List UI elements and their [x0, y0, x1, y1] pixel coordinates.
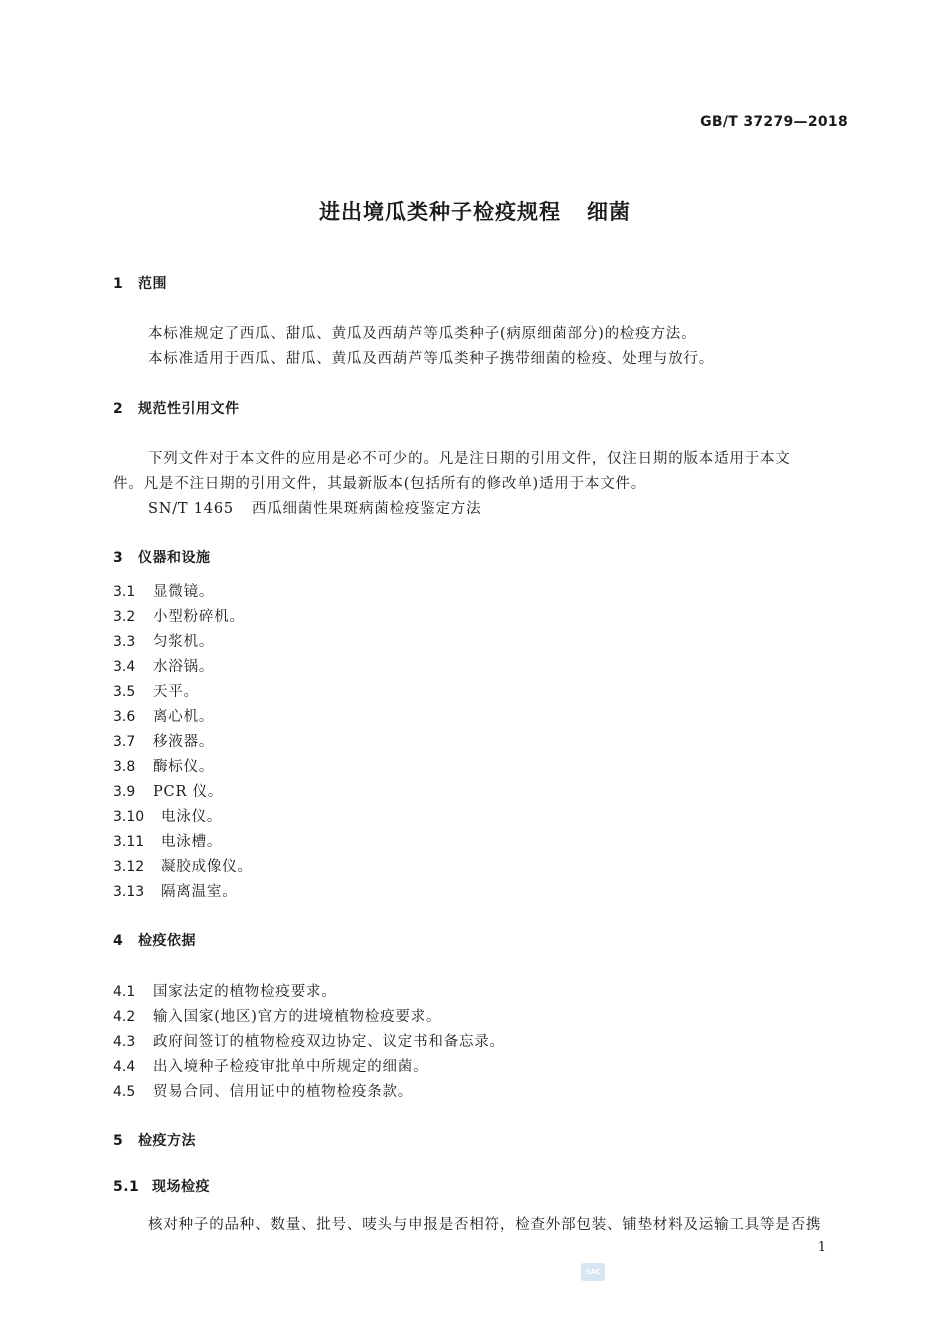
list-item: [113, 680, 199, 701]
section-heading-scope: [113, 273, 167, 293]
item-text: 匀浆机。: [153, 634, 215, 650]
item-number: 4.1: [113, 984, 136, 1000]
section-heading-basis: [113, 930, 196, 950]
scope-paragraph-1: 本标准规定了西瓜、甜瓜、黄瓜及西葫芦等瓜类种子(病原细菌部分)的检疫方法。: [148, 326, 697, 342]
list-item: [113, 580, 214, 601]
item-number: 3.11: [113, 834, 145, 850]
reference-entry: [148, 497, 481, 518]
scope-paragraph-2: 本标准适用于西瓜、甜瓜、黄瓜及西葫芦等瓜类种子携带细菌的检疫、处理与放行。: [148, 351, 715, 367]
item-number: 3.5: [113, 684, 136, 700]
item-text: 天平。: [153, 684, 199, 700]
item-text: 显微镜。: [153, 584, 215, 600]
item-text: 输入国家(地区)官方的进境植物检疫要求。: [153, 1009, 442, 1025]
item-number: 3.8: [113, 759, 136, 775]
section-heading-equipment: [113, 547, 211, 567]
list-item: [113, 655, 214, 676]
item-number: 3.4: [113, 659, 136, 675]
item-text: 电泳仪。: [161, 809, 223, 825]
item-number: 3.13: [113, 884, 145, 900]
list-item: [113, 855, 253, 876]
watermark-logo: SAC: [581, 1263, 605, 1281]
subsection-title: 现场检疫: [152, 1179, 210, 1195]
list-item: [113, 880, 238, 901]
list-item: [113, 830, 222, 851]
document-title: [0, 196, 950, 226]
item-text: 凝胶成像仪。: [161, 859, 253, 875]
list-item: [113, 1005, 441, 1026]
item-number: 4.4: [113, 1059, 136, 1075]
reference-code: SN/T 1465: [148, 501, 234, 517]
item-number: 3.12: [113, 859, 145, 875]
item-text: 出入境种子检疫审批单中所规定的细菌。: [153, 1059, 429, 1075]
reference-title: 西瓜细菌性果斑病菌检疫鉴定方法: [251, 501, 482, 517]
item-text: 移液器。: [153, 734, 215, 750]
section-title: 仪器和设施: [138, 550, 211, 566]
item-text: PCR 仪。: [153, 784, 224, 800]
list-item: [113, 730, 214, 751]
item-number: 3.3: [113, 634, 136, 650]
section-title: 检疫方法: [138, 1133, 196, 1149]
list-item: [113, 980, 337, 1001]
item-number: 3.2: [113, 609, 136, 625]
item-number: 3.9: [113, 784, 136, 800]
section-number: 1: [113, 276, 124, 292]
item-number: 4.2: [113, 1009, 136, 1025]
list-item: [113, 1055, 428, 1076]
item-number: 3.6: [113, 709, 136, 725]
section-number: 2: [113, 401, 124, 417]
section-number: 3: [113, 550, 124, 566]
list-item: [113, 630, 214, 651]
item-number: 3.10: [113, 809, 145, 825]
list-item: [113, 755, 214, 776]
section-heading-methods: [113, 1130, 196, 1150]
list-item: [113, 1080, 413, 1101]
title-main: 进出境瓜类种子检疫规程: [319, 200, 561, 224]
item-text: 国家法定的植物检疫要求。: [153, 984, 337, 1000]
section-heading-references: [113, 398, 240, 418]
list-item: [113, 805, 222, 826]
section-title: 规范性引用文件: [138, 401, 240, 417]
list-item: [113, 605, 245, 626]
section-number: 4: [113, 933, 124, 949]
page-number: 1: [817, 1240, 826, 1255]
title-sub: 细菌: [587, 200, 631, 224]
references-paragraph-line-1: 下列文件对于本文件的应用是必不可少的。凡是注日期的引用文件，仅注日期的版本适用于本文: [148, 451, 791, 467]
item-number: 4.5: [113, 1084, 136, 1100]
list-item: [113, 1030, 505, 1051]
subsection-heading-onsite: [113, 1176, 210, 1196]
list-item: [113, 780, 223, 801]
item-number: 3.1: [113, 584, 136, 600]
item-text: 酶标仪。: [153, 759, 215, 775]
subsection-number: 5.1: [113, 1179, 140, 1195]
item-text: 水浴锅。: [153, 659, 215, 675]
item-text: 电泳槽。: [161, 834, 223, 850]
standard-code: GB/T 37279—2018: [700, 114, 848, 130]
item-text: 贸易合同、信用证中的植物检疫条款。: [153, 1084, 414, 1100]
item-text: 离心机。: [153, 709, 215, 725]
item-number: 3.7: [113, 734, 136, 750]
section-title: 检疫依据: [138, 933, 196, 949]
item-text: 政府间签订的植物检疫双边协定、议定书和备忘录。: [153, 1034, 505, 1050]
item-text: 隔离温室。: [161, 884, 238, 900]
references-paragraph-line-2: 件。凡是不注日期的引用文件，其最新版本(包括所有的修改单)适用于本文件。: [113, 476, 647, 492]
item-number: 4.3: [113, 1034, 136, 1050]
section-title: 范围: [138, 276, 167, 292]
item-text: 小型粉碎机。: [153, 609, 245, 625]
onsite-paragraph: 核对种子的品种、数量、批号、唛头与申报是否相符，检查外部包装、铺垫材料及运输工具等是否携: [148, 1217, 822, 1233]
list-item: [113, 705, 214, 726]
section-number: 5: [113, 1133, 124, 1149]
